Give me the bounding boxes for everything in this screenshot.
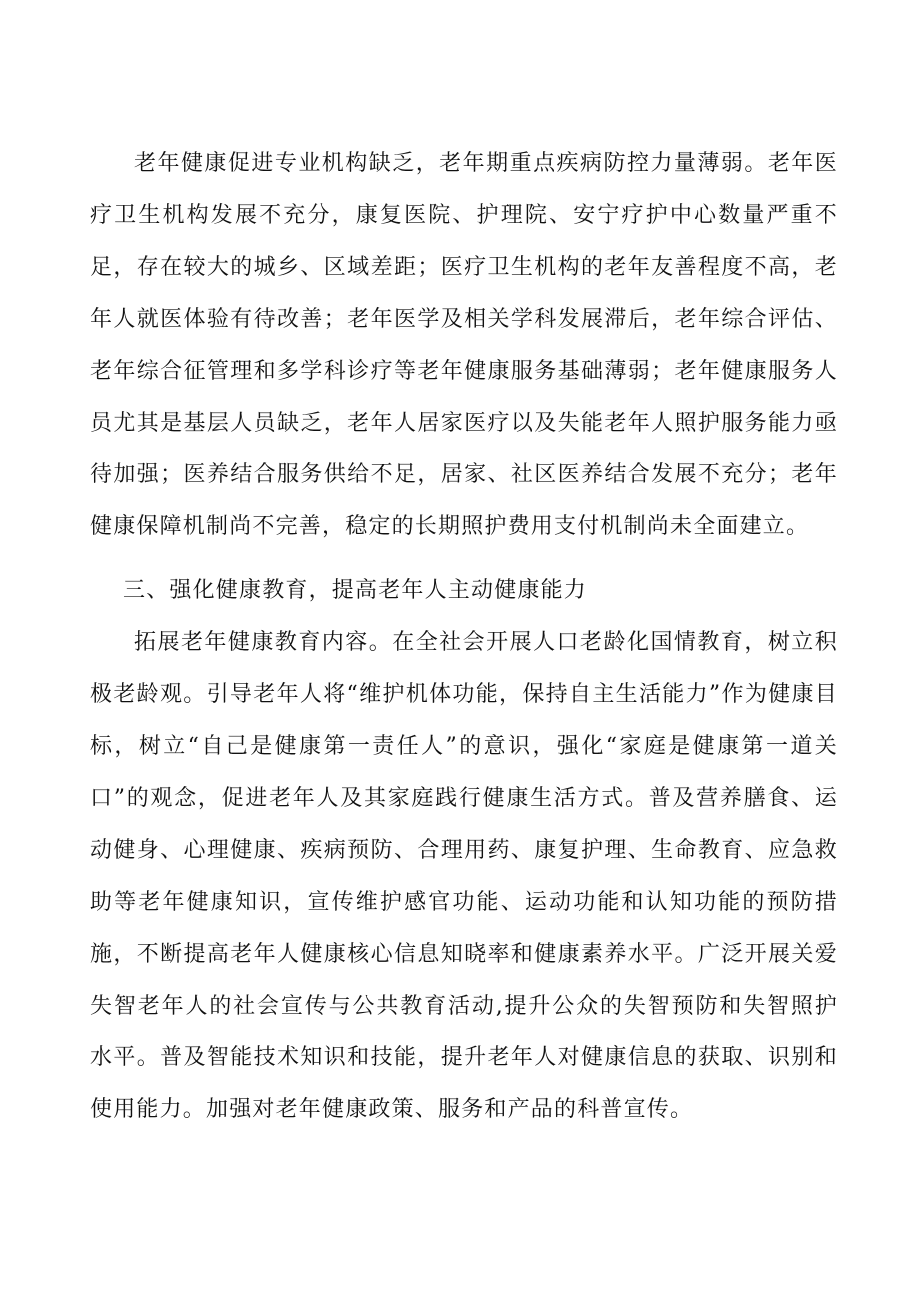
paragraph-elderly-health-problems: 老年健康促进专业机构缺乏，老年期重点疾病防控力量薄弱。老年医疗卫生机构发展不充分，康复医院、护理院、安宁疗护中心数量严重不足，存在较大的城乡、区域差距；医疗卫生机构的老年友善程度不高，老年人就医体验有待改善；老年医学及相关学科发展滞后，老年综合评估、老年综合征管理和多学科诊疗等老年健康服务基础薄弱；老年健康服务人员尤其是基层人员缺乏，老年人居家医疗以及失能老年人照护服务能力亟待加强；医养结合服务供给不足，居家、社区医养结合发展不充分；老年健康保障机制尚不完善，稳定的长期照护费用支付机制尚未全面建立。 <box>90 151 838 540</box>
section-heading-health-education: 三、强化健康教育，提高老年人主动健康能力 <box>123 578 588 604</box>
paragraph-health-education-content: 拓展老年健康教育内容。在全社会开展人口老龄化国情教育，树立积极老龄观。引导老年人将“维护机体功能，保持自主生活能力”作为健康目标，树立“自己是健康第一责任人”的意识，强化“家庭是健康第一道关口”的观念，促进老年人及其家庭践行健康生活方式。普及营养膳食、运动健身、心理健康、疾病预防、合理用药、康复护理、生命教育、应急救助等老年健康知识，宣传维护感官功能、运动功能和认知功能的预防措施，不断提高老年人健康核心信息知晓率和健康素养水平。广泛开展关爱失智老年人的社会宣传与公共教育活动,提升公众的失智预防和失智照护水平。普及智能技术知识和技能，提升老年人对健康信息的获取、识别和使用能力。加强对老年健康政策、服务和产品的科普宣传。 <box>90 630 838 1123</box>
document-body <box>90 138 838 1136</box>
